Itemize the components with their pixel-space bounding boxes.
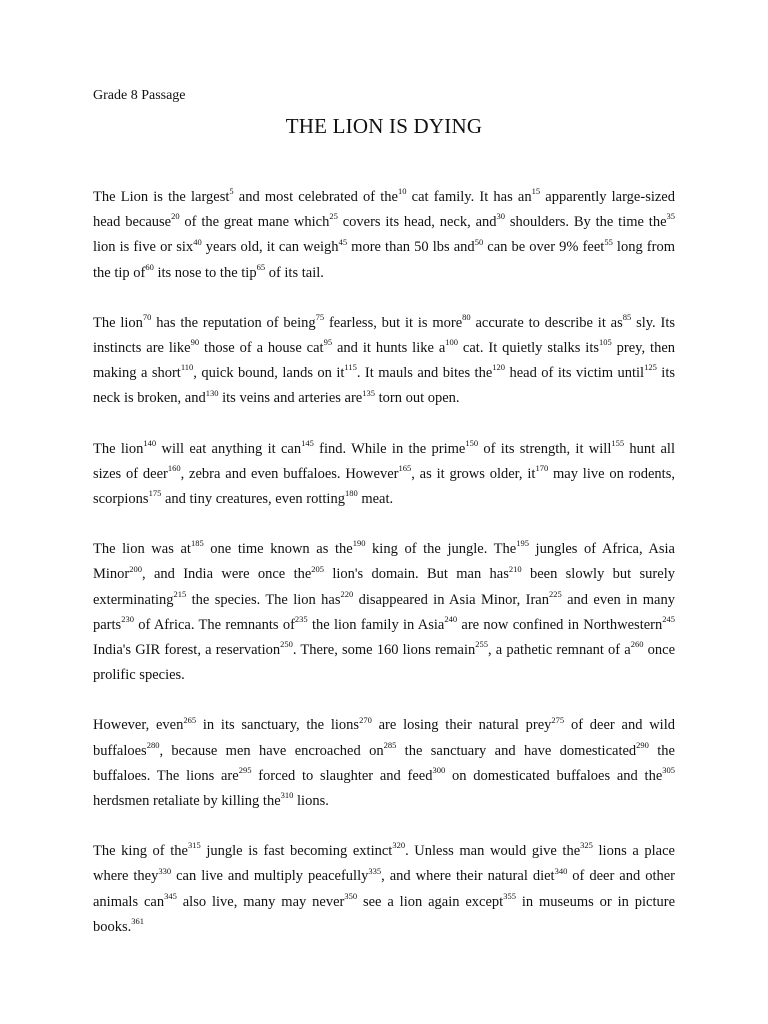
word-count-marker: 125 xyxy=(644,362,657,373)
word-count-marker: 285 xyxy=(383,739,397,750)
word-count-marker: 355 xyxy=(503,890,516,901)
passage-text: those of a house cat xyxy=(199,340,324,357)
word-count-marker: 235 xyxy=(294,614,308,625)
word-count-marker: 120 xyxy=(492,362,506,373)
passage-text: . Unless man would give the xyxy=(405,843,581,860)
passage-text: of deer and wild buffaloes xyxy=(93,717,675,759)
word-count-marker: 210 xyxy=(508,563,522,574)
passage-text: disappeared in Asia Minor, Iran xyxy=(353,591,549,608)
paragraph xyxy=(93,839,675,940)
paragraph xyxy=(93,185,675,286)
word-count-marker: 160 xyxy=(167,463,181,473)
word-count-marker: 270 xyxy=(359,714,372,725)
passage-text: The lion xyxy=(93,314,143,331)
word-count-marker: 185 xyxy=(190,538,204,549)
word-count-marker: 20 xyxy=(171,211,180,222)
word-count-marker: 300 xyxy=(432,765,446,776)
passage-text: the buffaloes. The lions are xyxy=(93,742,675,784)
passage-text: jungles of Africa, Asia Minor xyxy=(93,541,675,583)
word-count-marker: 255 xyxy=(475,639,488,650)
word-count-marker: 30 xyxy=(496,211,506,222)
word-count-marker: 135 xyxy=(362,387,375,398)
passage-text: fearless, but it is more xyxy=(324,314,463,331)
passage-text: herdsmen retaliate by killing the xyxy=(93,793,281,810)
passage-text: its veins and arteries are xyxy=(218,390,363,407)
passage-text: the lion family in Asia xyxy=(307,616,445,633)
passage-text: However, even xyxy=(93,717,184,734)
passage-text: also live, many may never xyxy=(176,893,345,910)
passage-text: of deer and other animals can xyxy=(93,868,676,910)
passage-text: of its strength, it will xyxy=(478,440,612,457)
passage-text: lion's domain. But man has xyxy=(324,566,509,583)
word-count-marker: 100 xyxy=(445,337,459,348)
word-count-marker: 340 xyxy=(554,865,568,876)
passage-text: in its sanctuary, the lions xyxy=(196,717,360,734)
passage-text: will eat anything it can xyxy=(156,440,302,457)
word-count-marker: 90 xyxy=(190,337,200,348)
word-count-marker: 35 xyxy=(666,211,676,222)
word-count-marker: 200 xyxy=(129,563,142,574)
word-count-marker: 60 xyxy=(145,261,154,272)
word-count-marker: 295 xyxy=(238,765,252,776)
passage-text: the species. The lion has xyxy=(186,591,341,608)
paragraph xyxy=(93,437,675,513)
passage-text: , because men have encroached on xyxy=(159,742,384,759)
word-count-marker: 175 xyxy=(148,488,162,499)
passage-text: more than 50 lbs and xyxy=(347,239,475,256)
passage-text: has the reputation of being xyxy=(151,314,316,331)
word-count-marker: 145 xyxy=(301,437,314,448)
paragraph xyxy=(93,713,675,814)
word-count-marker: 140 xyxy=(143,437,157,448)
word-count-marker: 190 xyxy=(352,538,366,549)
word-count-marker: 260 xyxy=(630,639,644,650)
passage-text: can live and multiply peacefully xyxy=(171,868,369,885)
passage-text: of its tail. xyxy=(265,264,324,281)
passage-text: its neck is broken, and xyxy=(93,365,675,407)
passage-text: are now confined in Northwestern xyxy=(457,616,663,633)
passage-text: . It mauls and bites the xyxy=(356,365,493,382)
grade-label: Grade 8 Passage xyxy=(93,88,186,103)
passage-text: torn out open. xyxy=(374,390,460,407)
passage-text: The lion xyxy=(93,440,144,457)
word-count-marker: 15 xyxy=(531,186,541,197)
passage-text: cat. It quietly stalks its xyxy=(458,340,599,357)
word-count-marker: 275 xyxy=(551,714,565,725)
word-count-marker: 330 xyxy=(158,865,172,876)
word-count-marker: 65 xyxy=(256,261,266,272)
word-count-marker: 115 xyxy=(344,362,357,373)
passage-text: king of the jungle. The xyxy=(365,541,517,558)
passage-text: on domesticated buffaloes and the xyxy=(445,767,663,784)
passage-text: may live on rodents, scorpions xyxy=(93,465,675,508)
passage-text: the sanctuary and have domesticated xyxy=(396,742,637,759)
word-count-marker: 180 xyxy=(344,488,358,499)
word-count-marker: 265 xyxy=(183,714,197,725)
passage-text: The lion was at xyxy=(93,541,191,558)
word-count-marker: 320 xyxy=(392,840,406,851)
paragraph xyxy=(93,537,675,688)
passage-text: been slowly but surely exterminating xyxy=(93,566,675,608)
passage-text: shoulders. By the time the xyxy=(505,214,667,231)
passage-body xyxy=(93,185,675,965)
passage-text: hunt all sizes of deer xyxy=(93,440,675,482)
word-count-marker: 361 xyxy=(131,916,145,927)
passage-text: , zebra and even buffaloes. However xyxy=(180,465,399,482)
word-count-marker: 225 xyxy=(548,588,562,599)
word-count-marker: 80 xyxy=(462,311,471,322)
word-count-marker: 40 xyxy=(193,236,202,247)
passage-text: The Lion is the largest xyxy=(93,189,230,205)
word-count-marker: 130 xyxy=(205,387,219,398)
word-count-marker: 195 xyxy=(516,538,529,549)
passage-text: , a pathetic remnant of a xyxy=(488,642,631,659)
word-count-marker: 75 xyxy=(315,311,325,322)
word-count-marker: 170 xyxy=(535,463,549,473)
passage-text: head of its victim until xyxy=(505,365,645,382)
word-count-marker: 55 xyxy=(604,236,613,247)
passage-text: . There, some 160 lions remain xyxy=(292,642,476,659)
word-count-marker: 290 xyxy=(636,739,649,750)
passage-text: in museums or in picture books. xyxy=(93,893,676,935)
passage-text: jungle is fast becoming extinct xyxy=(200,843,393,860)
passage-text: can be over 9% feet xyxy=(483,239,605,256)
passage-text: apparently large-sized head because xyxy=(93,189,675,231)
word-count-marker: 165 xyxy=(398,463,412,473)
word-count-marker: 50 xyxy=(474,236,484,247)
passage-text: long from the tip of xyxy=(93,239,675,281)
word-count-marker: 70 xyxy=(142,311,152,322)
passage-text: , quick bound, lands on it xyxy=(193,365,345,382)
passage-text: accurate to describe it as xyxy=(470,314,623,331)
passage-title: THE LION IS DYING xyxy=(285,114,483,138)
passage-text: lions. xyxy=(293,793,329,810)
word-count-marker: 230 xyxy=(121,614,134,625)
passage-text: and most celebrated of the xyxy=(233,189,398,205)
word-count-marker: 250 xyxy=(280,639,293,650)
passage-text: are losing their natural prey xyxy=(371,717,552,734)
word-count-marker: 150 xyxy=(465,437,479,448)
passage-text: sly. Its instincts are like xyxy=(93,314,675,357)
word-count-marker: 25 xyxy=(329,211,338,222)
passage-text: see a lion again except xyxy=(357,893,504,910)
word-count-marker: 305 xyxy=(662,765,676,776)
word-count-marker: 205 xyxy=(311,563,325,574)
word-count-marker: 220 xyxy=(340,588,354,599)
passage-text: years old, it can weigh xyxy=(201,239,339,256)
passage-text: lions a place where they xyxy=(93,843,675,885)
passage-text: once prolific species. xyxy=(93,642,676,684)
word-count-marker: 335 xyxy=(368,865,382,876)
passage-text: cat family. It has an xyxy=(406,189,532,205)
passage-text: lion is five or six xyxy=(93,239,194,256)
passage-text: and tiny creatures, even rotting xyxy=(161,491,345,508)
passage-text: one time known as the xyxy=(203,541,353,558)
word-count-marker: 350 xyxy=(344,890,358,901)
word-count-marker: 240 xyxy=(444,614,458,625)
paragraph xyxy=(93,311,675,412)
passage-text: India's GIR forest, a reservation xyxy=(93,642,281,659)
word-count-marker: 245 xyxy=(662,614,675,625)
passage-text: meat. xyxy=(357,491,394,508)
passage-text: , and India were once the xyxy=(142,566,312,583)
word-count-marker: 280 xyxy=(146,739,160,750)
word-count-marker: 315 xyxy=(187,840,201,851)
word-count-marker: 95 xyxy=(323,337,333,348)
word-count-marker: 345 xyxy=(164,890,177,901)
passage-text: , as it grows older, it xyxy=(411,465,536,482)
passage-text: its nose to the tip xyxy=(153,264,257,281)
passage-text: The king of the xyxy=(93,843,188,860)
word-count-marker: 105 xyxy=(599,337,612,348)
word-count-marker: 325 xyxy=(580,840,593,851)
word-count-marker: 45 xyxy=(338,236,348,247)
word-count-marker: 215 xyxy=(173,588,187,599)
passage-text: forced to slaughter and feed xyxy=(251,767,433,784)
word-count-marker: 155 xyxy=(611,437,625,448)
word-count-marker: 10 xyxy=(397,186,407,197)
passage-text: covers its head, neck, and xyxy=(337,214,497,231)
passage-text: and it hunts like a xyxy=(332,340,446,357)
passage-text: find. While in the prime xyxy=(313,440,466,457)
word-count-marker: 310 xyxy=(280,790,294,801)
word-count-marker: 5 xyxy=(229,186,234,197)
passage-text: , and where their natural diet xyxy=(381,868,555,885)
passage-text: of the great mane which xyxy=(179,214,330,231)
word-count-marker: 85 xyxy=(622,311,632,322)
passage-text: of Africa. The remnants of xyxy=(133,616,295,633)
passage-text: prey, then making a short xyxy=(93,340,675,382)
word-count-marker: 110 xyxy=(180,362,194,373)
passage-text: and even in many parts xyxy=(93,591,675,633)
